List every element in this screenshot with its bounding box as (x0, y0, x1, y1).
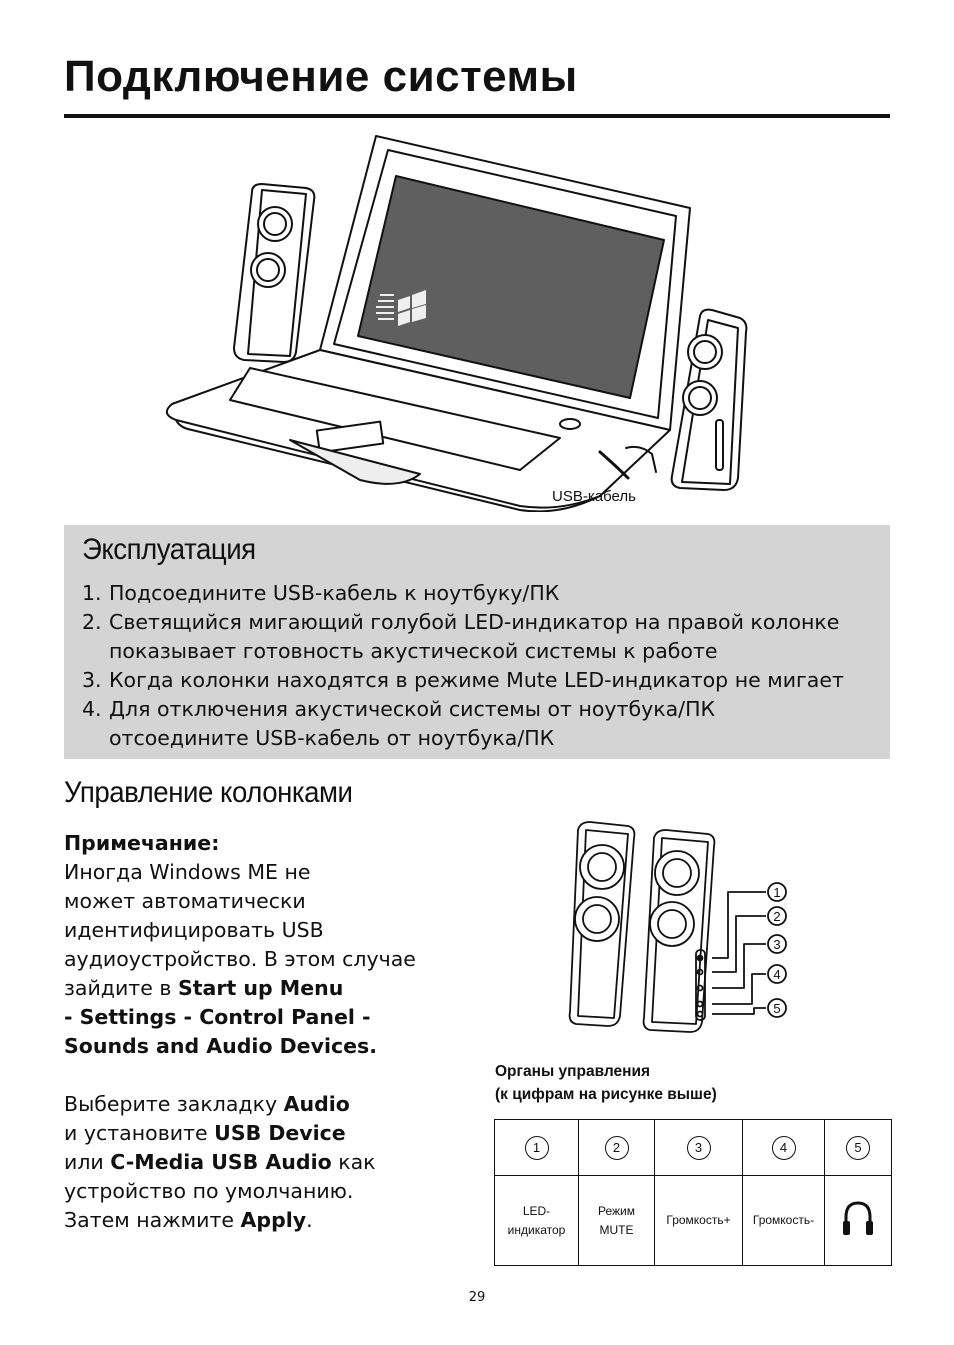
step-text: отсоедините USB-кабель от ноутбука/ПК (109, 726, 555, 750)
control-number: 5 (846, 1136, 870, 1160)
title-divider (64, 114, 890, 118)
control-number: 1 (525, 1136, 549, 1160)
step-number: 3. (82, 668, 102, 692)
right-speaker-icon (644, 830, 715, 1032)
control-number: 2 (605, 1136, 629, 1160)
control-label-volume-up: Громкость+ (655, 1176, 743, 1266)
step-text: Когда колонки находятся в режиме Mute LED-индикатор не мигает (109, 668, 844, 692)
page-title: Подключение системы (64, 52, 578, 101)
note-line: устройство по умолчанию. (64, 1179, 354, 1203)
step-text: Подсоедините USB-кабель к ноутбуку/ПК (109, 581, 560, 605)
diagram-number: 4 (773, 967, 781, 982)
step-text: показывает готовность акустической системы к работе (109, 639, 718, 663)
diagram-number: 2 (773, 909, 781, 924)
note-line: Sounds and Audio Devices. (64, 1034, 378, 1058)
control-label-led: LED- индикатор (495, 1176, 579, 1266)
note-label: Примечание: (64, 831, 220, 855)
control-number: 4 (772, 1136, 796, 1160)
headphones-icon (841, 1199, 875, 1237)
controls-table (494, 1119, 892, 1266)
control-label-volume-down: Громкость- (743, 1176, 825, 1266)
note-line: идентифицировать USB (64, 918, 324, 942)
usb-cable-label: USB-кабель (552, 488, 636, 505)
step-text: Светящийся мигающий голубой LED-индикатор на правой колонке (109, 610, 840, 634)
note-line: Выберите закладку Audio (64, 1092, 350, 1116)
controls-title: Управление колонками (64, 776, 353, 809)
note-line: Иногда Windows ME не (64, 860, 311, 884)
operation-step (82, 695, 899, 753)
step-number: 4. (82, 697, 102, 721)
diagram-number: 1 (773, 885, 781, 900)
table-row (495, 1176, 892, 1266)
note-line: может автоматически (64, 889, 306, 913)
note-line: Затем нажмите Apply. (64, 1208, 313, 1232)
note-text (64, 829, 484, 1235)
speaker-controls-diagram (560, 815, 800, 1040)
note-line: или C-Media USB Audio как (64, 1150, 376, 1174)
operation-section (64, 525, 890, 759)
left-speaker-icon (570, 822, 635, 1026)
step-number: 2. (82, 610, 102, 634)
operation-title: Эксплуатация (82, 533, 256, 566)
note-line: - Settings - Control Panel - (64, 1005, 371, 1029)
page-number: 29 (468, 1290, 486, 1305)
right-speaker-icon (672, 310, 747, 490)
note-line: и установите USB Device (64, 1121, 346, 1145)
operation-steps (82, 579, 899, 753)
laptop-with-speakers-illustration (150, 128, 800, 512)
control-label-mute: Режим MUTE (579, 1176, 655, 1266)
operation-step (82, 579, 899, 608)
step-number: 1. (82, 581, 102, 605)
diagram-number: 5 (773, 1001, 781, 1016)
diagram-number: 3 (773, 937, 781, 952)
step-text: Для отключения акустической системы от ноутбука/ПК (109, 697, 716, 721)
controls-table-caption: Органы управления (к цифрам на рисунке выше) (495, 1063, 717, 1103)
operation-step (82, 608, 899, 666)
note-line: зайдите в Start up Menu (64, 976, 344, 1000)
operation-step (82, 666, 899, 695)
left-speaker-icon (234, 184, 314, 362)
table-row (495, 1120, 892, 1176)
control-number: 3 (687, 1136, 711, 1160)
note-line: аудиоустройство. В этом случае (64, 947, 416, 971)
